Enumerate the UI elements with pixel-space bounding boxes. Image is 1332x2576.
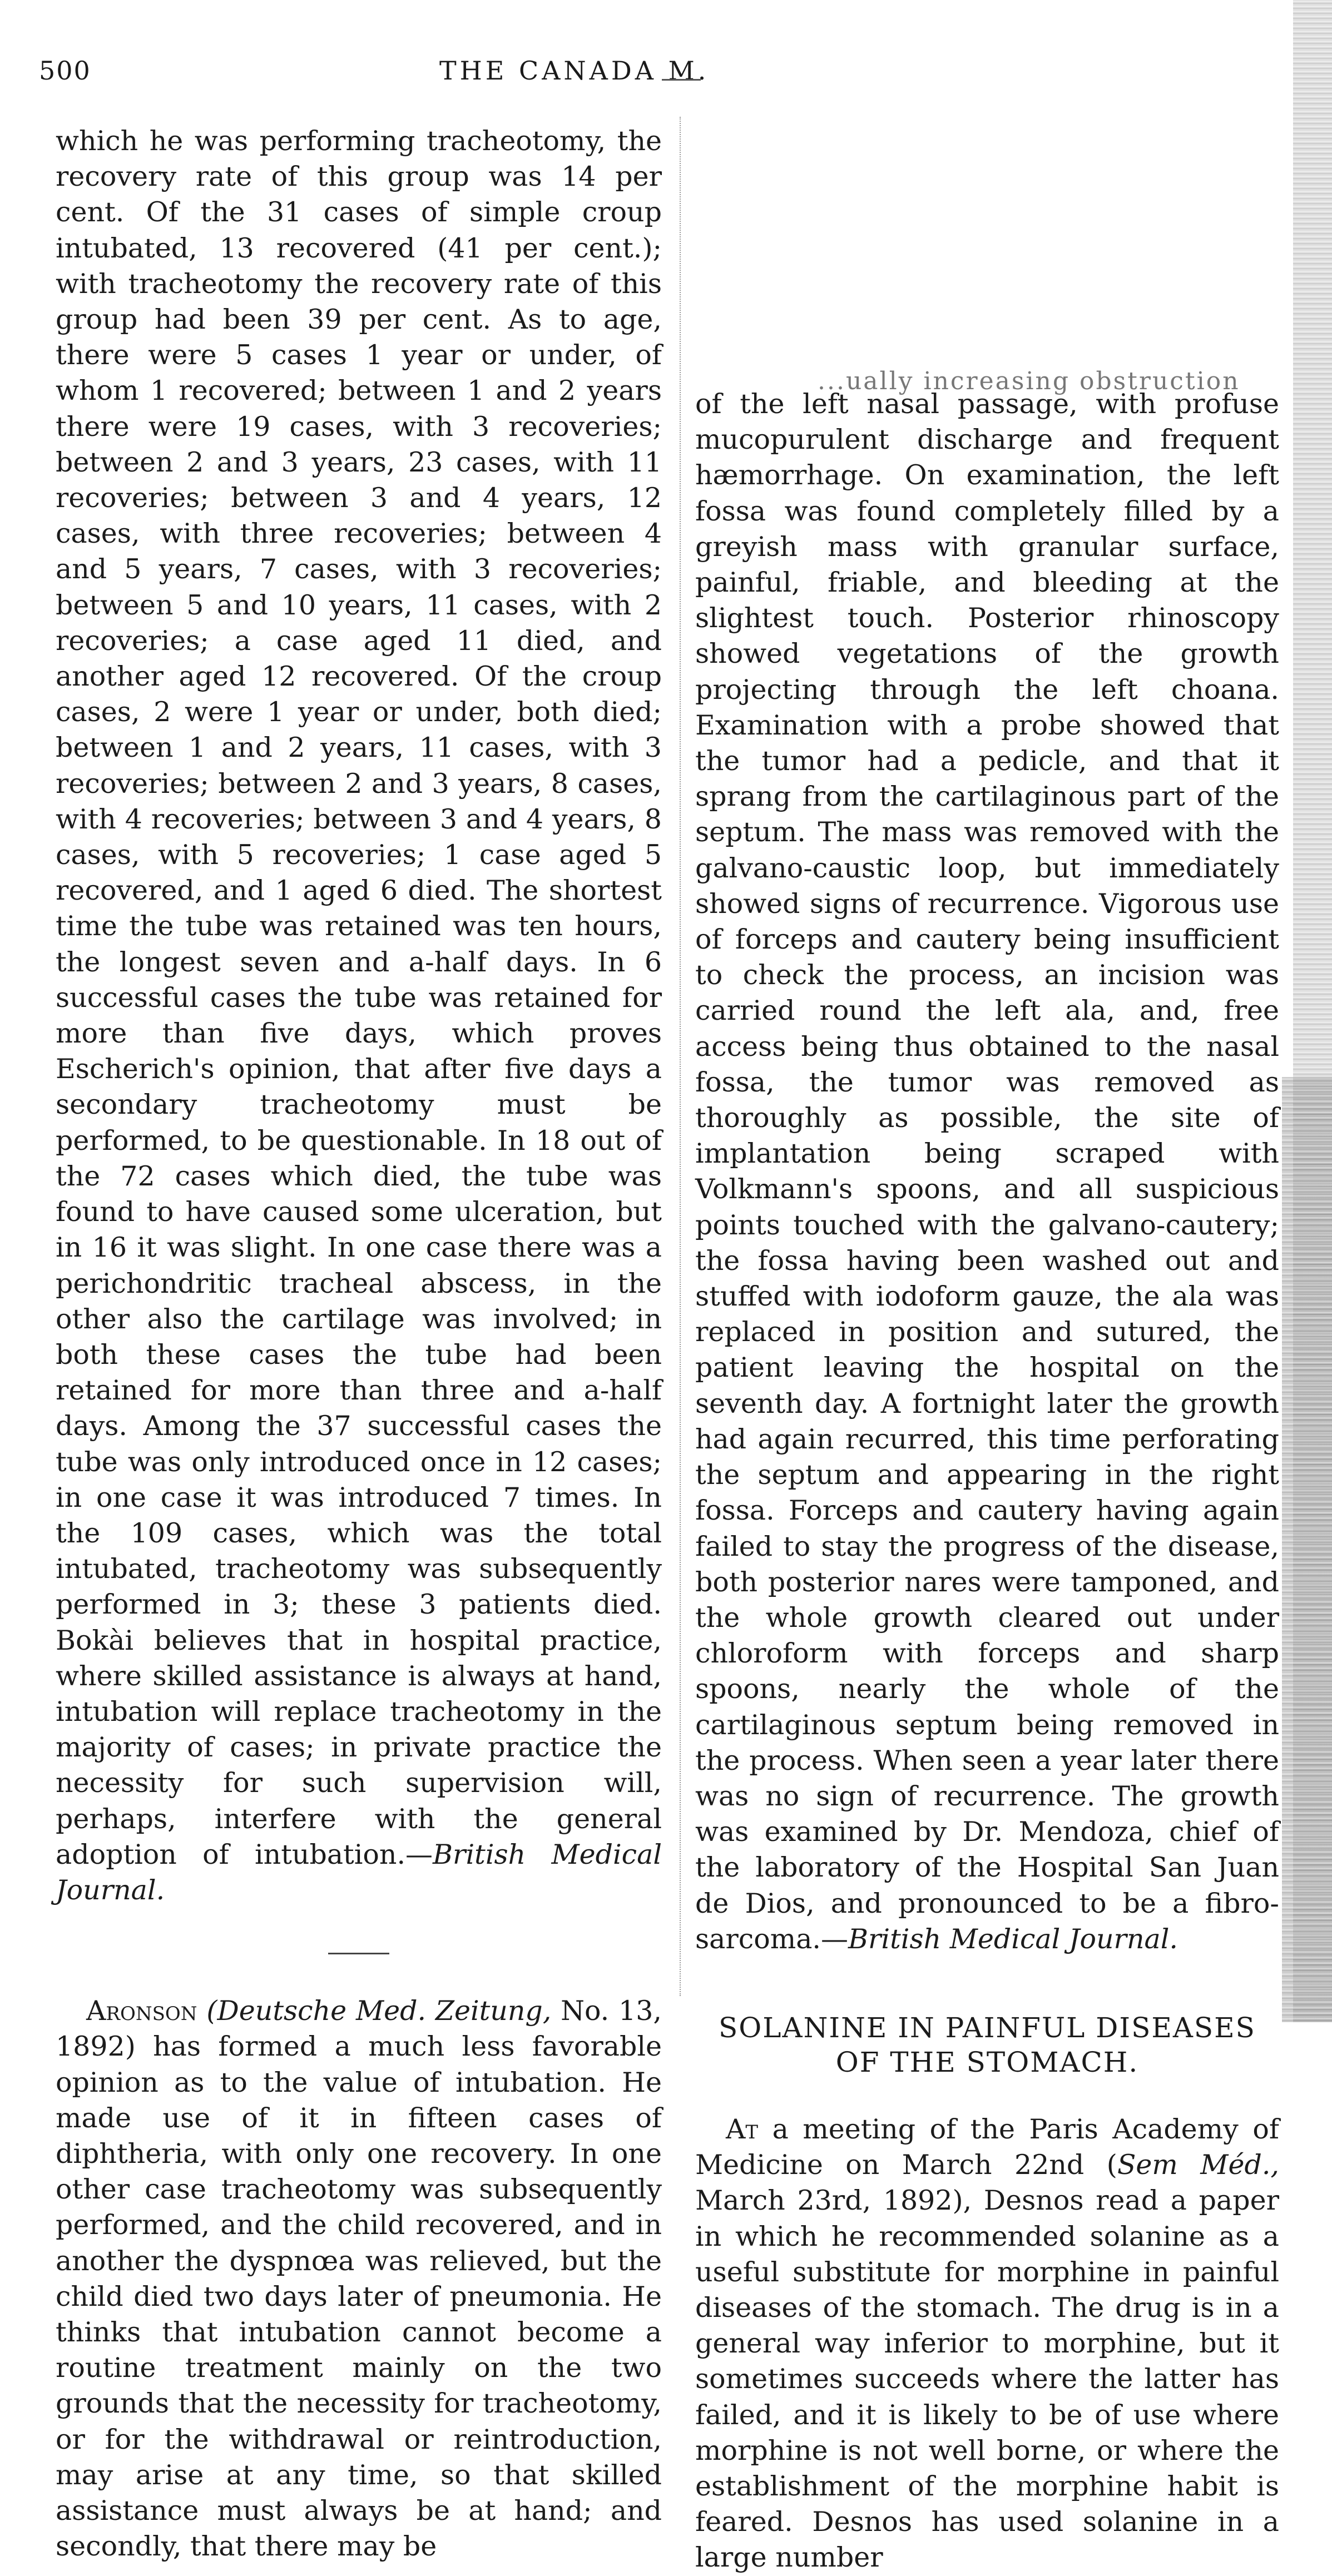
aronson-text: No. 13, 1892) has formed a much less favorable opinion as to the value of intubation. He made use of it in fifteen cases of diphtheria, with only one recovery. In one other case tracheotomy was subsequently performed, and the child recovered, and in another the dyspnœa was relieved, but the child died two days later of pneumonia. He thinks that intubation cannot become a routine treatment mainly on the two grounds that the necessity for tracheotomy, or for the withdrawal or reintroduction, may arise at any time, so that skilled assistance must always be at hand; and secondly, that there may be [56, 1995, 662, 2563]
bokai-text: which he was performing tracheotomy, the recovery rate of this group was 14 per cent. Of the 31 cases of simple croup intubated, 13 recovered (41 per cent.); with tracheotomy the recovery rate of this group had been 39 per cent. As to age, there were 5 cases 1 year or under, of whom 1 recovered; between 1 and 2 years there were 19 cases, with 3 recoveries; between 2 and 3 years, 23 cases, with 11 recoveries; between 3 and 4 years, 12 cases, with three recoveries; between 4 and 5 years, 7 cases, with 3 recoveries; between 5 and 10 years, 11 cases, with 2 recoveries; a case aged 11 died, and another aged 12 recovered. Of the croup cases, 2 were 1 year or under, both died; between 1 and 2 years, 11 cases, with 3 recoveries; between 2 and 3 years, 8 cases, with 4 recoveries; between 3 and 4 years, 8 cases, with 5 recoveries; 1 case aged 5 recovered, and 1 aged 6 died. The shortest time the tube was retained was ten hours, the longest seven and a-half days. In 6 successful cases the tube was retained for more than five days, which proves Escherich's opinion, that after five days a secondary tracheotomy must be performed, to be questionable. In 18 out of the 72 cases which died, the tube was found to have caused some ulceration, but in 16 it was slight. In one case there was a perichondritic tracheal abscess, in the other also the cartilage was involved; in both these cases the tube had been retained for more than three and a-half days. Among the 37 successful cases the tube was only introduced once in 12 cases; in one case it was introduced 7 times. In the 109 cases, which was the total intubated, tracheotomy was subsequently performed in 3; these 3 patients died. Bokài believes that in hospital practice, where skilled assistance is always at hand, intubation will replace tracheotomy in the majority of cases; in private practice the necessity for such supervision will, perhaps, interfere with the general adoption of intubation.— [56, 125, 662, 1870]
solanine-intro: At [726, 2113, 759, 2145]
journal-title: THE CANADA M. [439, 56, 710, 86]
header-rule [662, 79, 701, 81]
section-divider [328, 1953, 389, 1954]
left-column [56, 123, 662, 2564]
aronson-citation: (Deutsche Med. Zeitung, [206, 1995, 552, 2027]
sarcoma-text: of the left nasal passage, with profuse mucopurulent discharge and frequent hæmorrhage. On examination, the left fossa was found completely filled by a greyish mass with granular surface, painful, friable, and bleeding at the slightest touch. Posterior rhinoscopy showed vegetations of the growth projecting through the left choana. Examination with a probe showed that the tumor had a pedicle, and that it sprang from the cartilaginous part of the septum. The mass was removed with the galvano-caustic loop, but immediately showed signs of recurrence. Vigorous use of forceps and cautery being insufficient to check the process, an incision was carried round the left ala, and, free access being thus obtained to the nasal fossa, the tumor was removed as thoroughly as possible, the site of implantation being scraped with Volkmann's spoons, and all suspicious points touched with the galvano-cautery; the fossa having been washed out and stuffed with iodoform gauze, the ala was replaced in position and sutured, the patient leaving the hospital on the seventh day. A fortnight later the growth had again recurred, this time perforating the septum and appearing in the right fossa. Forceps and cautery having again failed to stay the progress of the disease, both posterior nares were tamponed, and the whole growth cleared out under chloroform with forceps and sharp spoons, nearly the whole of the cartilaginous septum being removed in the process. When seen a year later there was no sign of recurrence. The growth was examined by Dr. Mendoza, chief of the laboratory of the Hospital San Juan de Dios, and pronounced to be a fibro-sarcoma.— [695, 388, 1279, 1955]
bokai-source: British Medical Journal. [56, 1838, 662, 1906]
column-rule [680, 117, 681, 1996]
aronson-name: Aronson [86, 1995, 197, 2027]
solanine-rest: March 23rd, 1892), Desnos read a paper in which he recommended solanine as a useful substitute for morphine in painful diseases of the stomach. The drug is in a general way inferior to morphine, but it sometimes succeeds where the latter has failed, and it is likely to be of use where morphine is not well borne, or where the establishment of the morphine habit is feared. Desnos has used solanine in a large number [695, 2185, 1279, 2574]
sarcoma-paragraph [695, 386, 1279, 1957]
page-header [0, 56, 1332, 100]
solanine-paragraph [695, 2112, 1279, 2576]
aronson-paragraph [56, 1993, 662, 2564]
solanine-heading: SOLANINE IN PAINFUL DISEASES OF THE STOMACH. [719, 2011, 1256, 2078]
bokai-paragraph [56, 123, 662, 1908]
faded-scan-region [695, 111, 1279, 373]
solanine-citation: Sem Méd., [1117, 2149, 1279, 2181]
solanine-text: a meeting of the Paris Academy of Medicine on March 22nd ( [695, 2113, 1279, 2181]
page-number: 500 [39, 56, 91, 86]
scan-edge-shadow-bottom [1282, 1077, 1332, 2022]
sarcoma-source: British Medical Journal. [848, 1923, 1178, 1955]
right-column [695, 386, 1279, 2576]
faded-fragment: ...ually increasing obstruction [818, 367, 1240, 395]
